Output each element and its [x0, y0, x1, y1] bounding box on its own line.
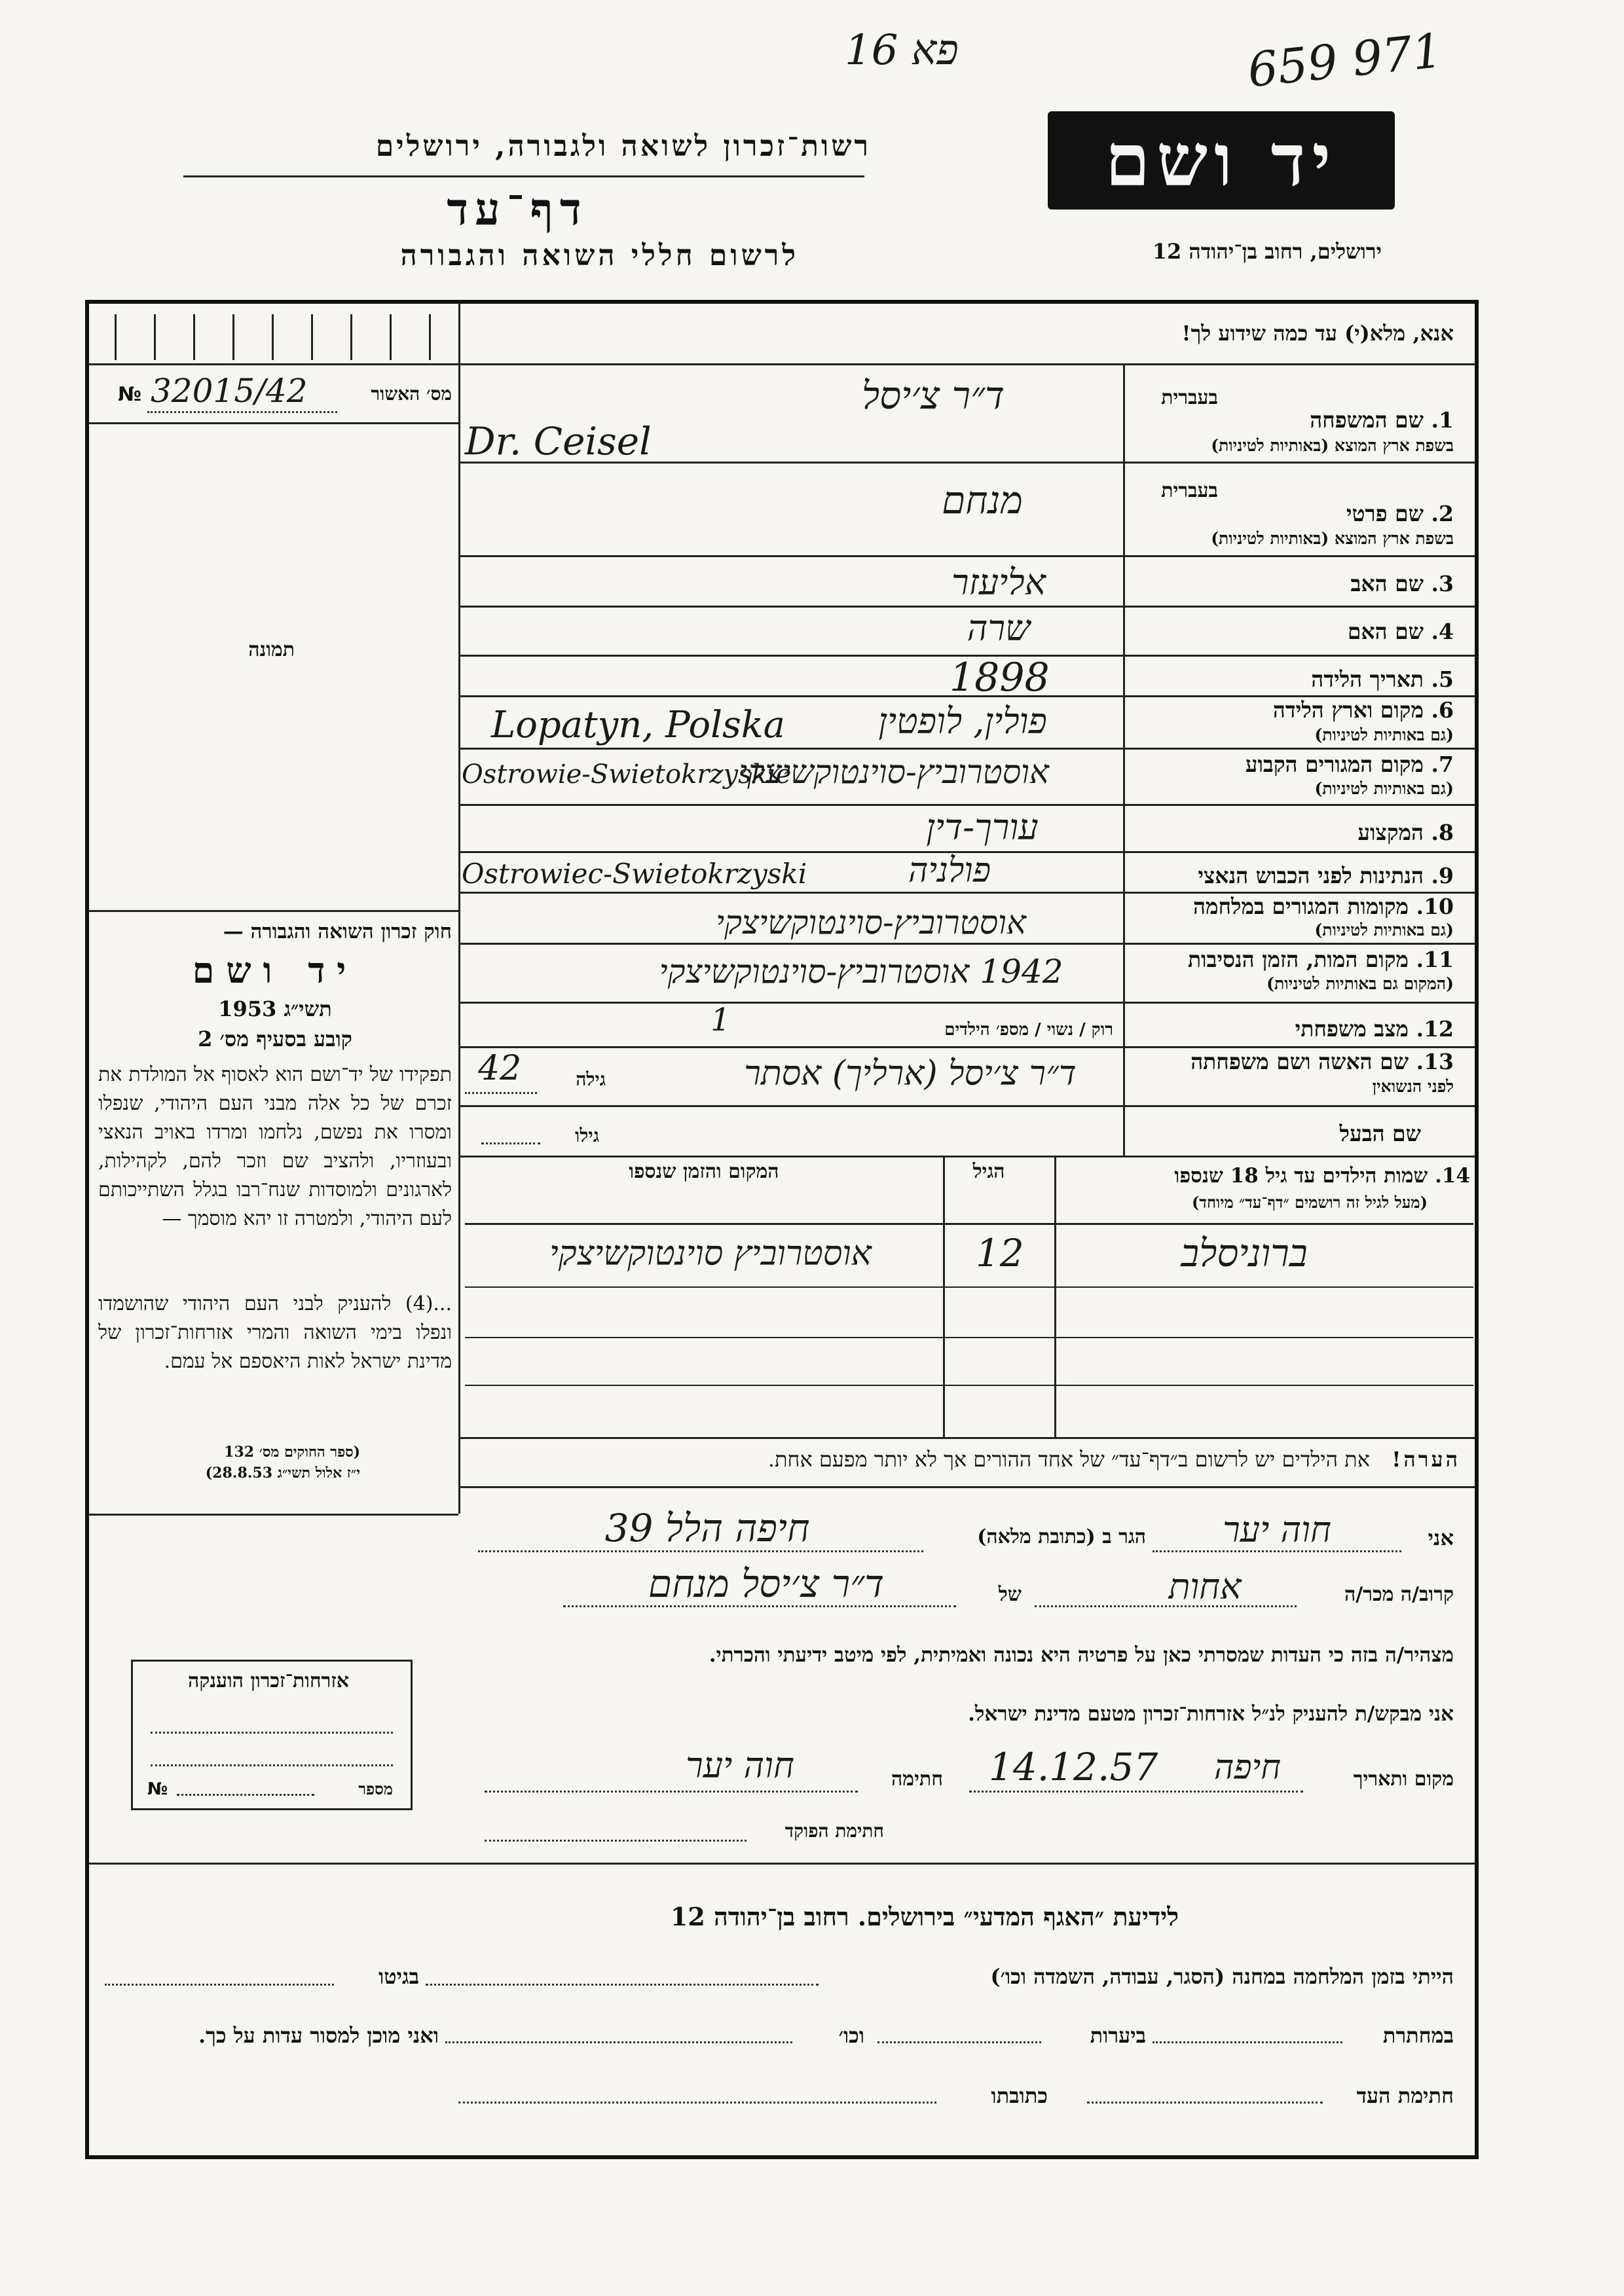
tick-marks	[115, 314, 442, 360]
document-number: 659 971	[1245, 22, 1445, 98]
field-3-label: 3. שם האב	[1350, 571, 1454, 596]
citizenship-title: אזרחות־זכרון הוענקה	[187, 1669, 350, 1692]
approval-no-prefix: №	[118, 383, 142, 406]
children-place-header: המקום והזמן שנספו	[629, 1160, 779, 1183]
law-ref-1: (ספר החוקים מס׳ 132	[224, 1444, 360, 1461]
field-8-hebrew: עורך-דין	[926, 807, 1039, 848]
decl-officer-label: חתימת הפוקד	[784, 1820, 884, 1842]
child-name: ברוניסלב	[1181, 1231, 1308, 1275]
decl-of-label: של	[998, 1583, 1022, 1606]
children-count: 1	[710, 1002, 731, 1038]
field-1-hebrew: ד״ר צ׳יסל	[861, 373, 1005, 418]
decl-signature: חוה יער	[686, 1745, 794, 1786]
decl-resides-label: הגר ב (כתובת מלאה)	[977, 1525, 1146, 1548]
decl-of-name: ד״ר צ׳יסל מנחם	[648, 1561, 885, 1606]
decl-request: אני מבקש/ת להעניק לנ״ל אזרחות־זכרון מטעם מדינת ישראל.	[968, 1702, 1454, 1726]
approval-label: מס׳ האשור	[371, 383, 452, 405]
org-line: רשות־זכרון לשואה ולגבורה, ירושלים	[375, 130, 871, 163]
field-7-hebrew: אוסטרוביץ-סוינטוקשיצקי	[739, 753, 1049, 791]
field-6-sub: (גם באותיות לטיניות)	[1314, 725, 1454, 744]
note-label: הערה!	[1392, 1447, 1460, 1472]
field-13-sub: לפני הנשואין	[1372, 1077, 1454, 1096]
field-12-label: 12. מצב משפחתי	[1295, 1016, 1454, 1042]
law-name: יד ושם	[192, 949, 358, 991]
law-title: חוק זכרון השואה והגבורה —	[223, 920, 452, 943]
decl-date: 14.12.57	[989, 1745, 1158, 1789]
form-instruction: אנא, מלא(י) עד כמה שידוע לך!	[1181, 321, 1454, 346]
field-4-label: 4. שם האם	[1347, 619, 1454, 644]
footer-witness-signature: חתימת העד	[1356, 2083, 1454, 2108]
note-text: את הילדים יש לרשום ב״דף־עד״ של אחד ההורים אך לא יותר מפעם אחת.	[767, 1447, 1370, 1472]
field-2-sub: בשפת ארץ המוצא (באותיות לטיניות)	[1211, 529, 1454, 548]
field-5-label: 5. תאריך הלידה	[1311, 666, 1454, 692]
decl-address: חיפה הלל 39	[604, 1506, 810, 1550]
husband-label: שם הבעל	[1339, 1121, 1421, 1146]
field-4-hebrew: שרה	[967, 608, 1031, 649]
child-age: 12	[976, 1231, 1024, 1275]
field-8-label: 8. המקצוע	[1357, 820, 1454, 845]
footer-line1-camp: הייתי בזמן המלחמה במחנה (הסגר, עבודה, השמדה וכו׳)	[990, 1964, 1454, 1989]
field-6-label: 6. מקום וארץ הלידה	[1272, 697, 1454, 723]
field-10-label: 10. מקומות המגורים במלחמה	[1192, 894, 1454, 919]
footer-title: לידיעת ״האגף המדעי״ בירושלים. רחוב בן־יהודה 12	[670, 1902, 1179, 1931]
field-13-hebrew: ד״ר צ׳יסל (ארליך) אסתר	[744, 1054, 1077, 1093]
child-place: אוסטרוביץ סוינטוקשיצקי	[549, 1234, 872, 1273]
law-clause: קובע בסעיף מס׳ 2	[198, 1027, 352, 1051]
decl-relation-label: קרוב/ה מכר/ה	[1344, 1583, 1454, 1606]
wife-age-label: גילה	[576, 1068, 606, 1090]
children-sub: (מעל לגיל זה רושמים ״דף־עד״ מיוחד)	[1191, 1193, 1428, 1212]
decl-place: חיפה	[1213, 1748, 1282, 1787]
husband-age-label: גילו	[575, 1125, 599, 1146]
field-3-hebrew: אליעזר	[951, 562, 1046, 603]
decl-i-label: אני	[1428, 1525, 1454, 1550]
field-9-label: 9. הנתינות לפני הכבוש הנאצי	[1198, 863, 1454, 888]
field-11-sub: (המקום גם באותיות לטיניות)	[1266, 974, 1454, 993]
citizenship-no-prefix: №	[147, 1779, 168, 1799]
approval-number: 32015/42	[151, 372, 308, 410]
decl-place-date-label: מקום ותאריך	[1353, 1768, 1454, 1791]
field-2-hebrew: מנחם	[942, 478, 1023, 522]
citizenship-number-label: מספר	[358, 1779, 393, 1798]
decl-statement: מצהיר/ה בזה כי העדות שמסרתי כאן על פרטיה היא נכונה ואמיתית, לפי מיטב ידיעתי והכרתי.	[709, 1643, 1454, 1667]
field-7-latin: Ostrowie-Swietokrzyskie	[462, 759, 792, 790]
field-10-hebrew: אוסטרוביץ-סוינטוקשיצקי	[716, 903, 1026, 941]
field-2-label: 2. שם פרטי	[1346, 501, 1454, 526]
footer-witness-address: כתובתו	[991, 2083, 1048, 2108]
law-item-4: ...(4) להעניק לבני העם היהודי שהושמדו ונפלו בימי השואה והמרי אזרחות־זכרון של מדינת ישראל לאות היאספם אל עמם.	[98, 1292, 452, 1373]
field-7-label: 7. מקום המגורים הקבוע	[1245, 752, 1454, 777]
decl-signature-label: חתימה	[891, 1768, 943, 1791]
marital-options: רוק / נשוי / מספ׳ הילדים	[944, 1020, 1113, 1040]
photo-label: תמונה	[248, 638, 295, 661]
children-header: 14. שמות הילדים עד גיל 18 שנספו	[1174, 1164, 1470, 1188]
field-1-label: 1. שם המשפחה	[1310, 407, 1454, 433]
field-5-value: 1898	[950, 655, 1050, 701]
footer-forests: ביערות	[1090, 2023, 1146, 2048]
lang-hebrew-1: בעברית	[1161, 386, 1218, 409]
field-11-label: 11. מקום המות, הזמן הנסיבות	[1187, 947, 1454, 972]
field-13-label: 13. שם האשה ושם משפחתה	[1190, 1049, 1454, 1074]
field-6-hebrew: פולין, לופטין	[878, 701, 1047, 742]
footer-line1-ghetto: בגיטו	[378, 1964, 419, 1989]
field-9-latin: Ostrowiec-Swietokrzyski	[462, 858, 807, 890]
field-6-latin: Lopatyn, Polska	[491, 704, 786, 746]
decl-i-name: חוה יער	[1223, 1509, 1331, 1550]
form-subtitle: לרשום חללי השואה והגבורה	[400, 239, 799, 272]
law-year: תשי״ג 1953	[218, 996, 332, 1021]
field-9-hebrew: פולניה	[908, 851, 991, 890]
note	[471, 1447, 1460, 1472]
field-11-hebrew: 1942 אוסטרוביץ-סוינטוקשיצקי	[659, 953, 1063, 991]
header-address: ירושלים, רחוב בן־יהודה 12	[1152, 239, 1382, 264]
law-body: תפקידו של יד־ושם הוא לאסוף אל המולדת את זכרם של כל אלה מבני העם היהודי, שנפלו ומסרו את נפשם, נלחמו ומרדו באויב הנאצי ובעוזריו, ולהציב שם וזכר להם, לקהילות, לארגונים ולמוסדות שנח־רבו בגלל השתייכותם לעם היהודי, ולמטרה זו יהא מוסמך —	[98, 1063, 452, 1230]
field-1-sub: בשפת ארץ המוצא (באותיות לטיניות)	[1211, 436, 1454, 455]
yad-vashem-logo: יד ושם	[1048, 111, 1395, 210]
law-ref-2: י״ז אלול תשי״ג 28.8.53)	[205, 1465, 360, 1482]
wife-age: 42	[478, 1049, 522, 1088]
lang-hebrew-2: בעברית	[1161, 479, 1218, 502]
field-7-sub: (גם באותיות לטיניות)	[1314, 779, 1454, 798]
field-1-latin: Dr. Ceisel	[465, 419, 652, 464]
footer-etc: וכו׳	[838, 2023, 864, 2048]
decl-relation: אחות	[1168, 1566, 1242, 1607]
form-title: דף־עד	[447, 183, 588, 236]
page-reference: 16 פא	[845, 26, 959, 75]
footer-willing: ואני מוכן למסור עדות על כך.	[198, 2023, 439, 2048]
children-age-header: הגיל	[972, 1160, 1005, 1183]
field-10-sub: (גם באותיות לטיניות)	[1314, 920, 1454, 939]
footer-underground: במחתרת	[1382, 2023, 1454, 2048]
